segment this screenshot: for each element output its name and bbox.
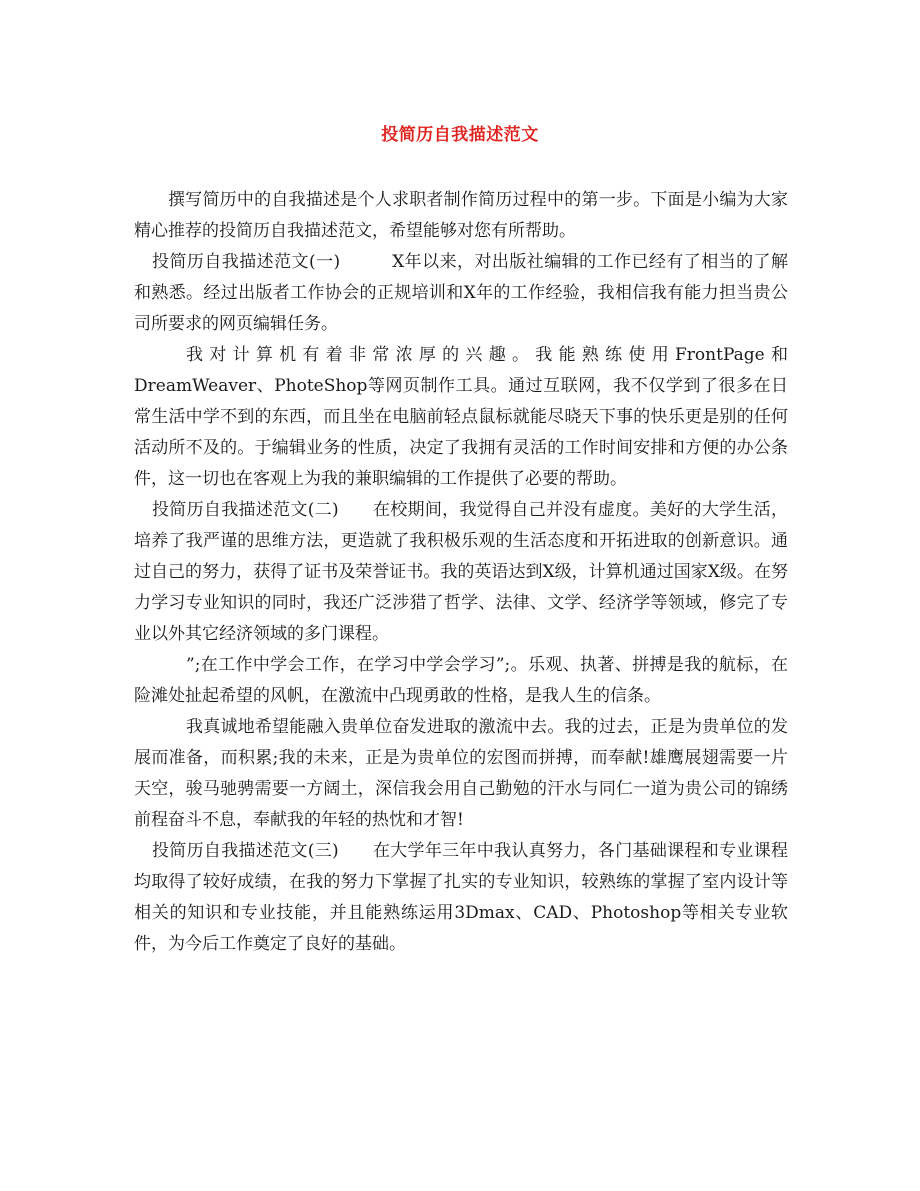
document-title: 投简历自我描述范文	[381, 125, 539, 145]
section-3-text: 在大学年三年中我认真努力，各门基础课程和专业课程均取得了较好成绩，在我的努力下掌握了扎实的专业知识，较熟练的掌握了室内设计等相关的知识和专业技能，并且能熟练运用3Dmax、CAD、Photoshop等相关专业软件，为今后工作奠定了良好的基础。	[134, 841, 789, 954]
section-2-text: 在校期间，我觉得自己并没有虚度。美好的大学生活，培养了我严谨的思维方法，更造就了我积极乐观的生活态度和开拓进取的创新意识。通过自己的努力，获得了证书及荣誉证书。我的英语达到X级，计算机通过国家X级。在努力学习专业知识的同时，我还广泛涉猎了哲学、法律、文学、经济学等领域，修完了专业以外其它经济领域的多门课程。	[134, 500, 789, 644]
section-3-paragraph	[134, 836, 788, 960]
section-2-paragraph-2: ”;在工作中学会工作，在学习中学会学习”;。乐观、执著、拼搏是我的航标，在险滩处扯起希望的风帆，在激流中凸现勇敢的性格，是我人生的信条。	[134, 655, 788, 706]
section-2-paragraph-3: 我真诚地希望能融入贵单位奋发进取的激流中去。我的过去，正是为贵单位的发展而准备，而积累;我的未来，正是为贵单位的宏图而拼搏，而奉献!雄鹰展翅需要一片天空，骏马驰骋需要一方阔土，深信我会用自己勤勉的汗水与同仁一道为贵公司的锦绣前程奋斗不息，奉献我的年轻的热忱和才智!	[134, 717, 788, 830]
section-1-paragraph	[134, 247, 788, 340]
section-1-heading: 投简历自我描述范文(一)	[152, 252, 341, 272]
section-1-paragraph-2: 我对计算机有着非常浓厚的兴趣。我能熟练使用FrontPage和DreamWeaver、PhoteShop等网页制作工具。通过互联网，我不仅学到了很多在日常生活中学不到的东西，而且坐在电脑前轻点鼠标就能尽晓天下事的快乐更是别的任何活动所不及的。于编辑业务的性质，决定了我拥有灵活的工作时间安排和方便的办公条件，这一切也在客观上为我的兼职编辑的工作提供了必要的帮助。	[134, 345, 788, 489]
section-3-heading: 投简历自我描述范文(三)	[152, 841, 339, 861]
document-body	[134, 185, 788, 960]
section-2-heading: 投简历自我描述范文(二)	[152, 500, 339, 520]
section-2-paragraph	[134, 495, 788, 650]
section-1-text: X年以来，对出版社编辑的工作已经有了相当的了解和熟悉。经过出版者工作协会的正规培训和X年的工作经验，我相信我有能力担当贵公司所要求的网页编辑任务。	[134, 252, 788, 334]
intro-paragraph: 撰写简历中的自我描述是个人求职者制作简历过程中的第一步。下面是小编为大家精心推荐的投简历自我描述范文，希望能够对您有所帮助。	[134, 190, 788, 241]
